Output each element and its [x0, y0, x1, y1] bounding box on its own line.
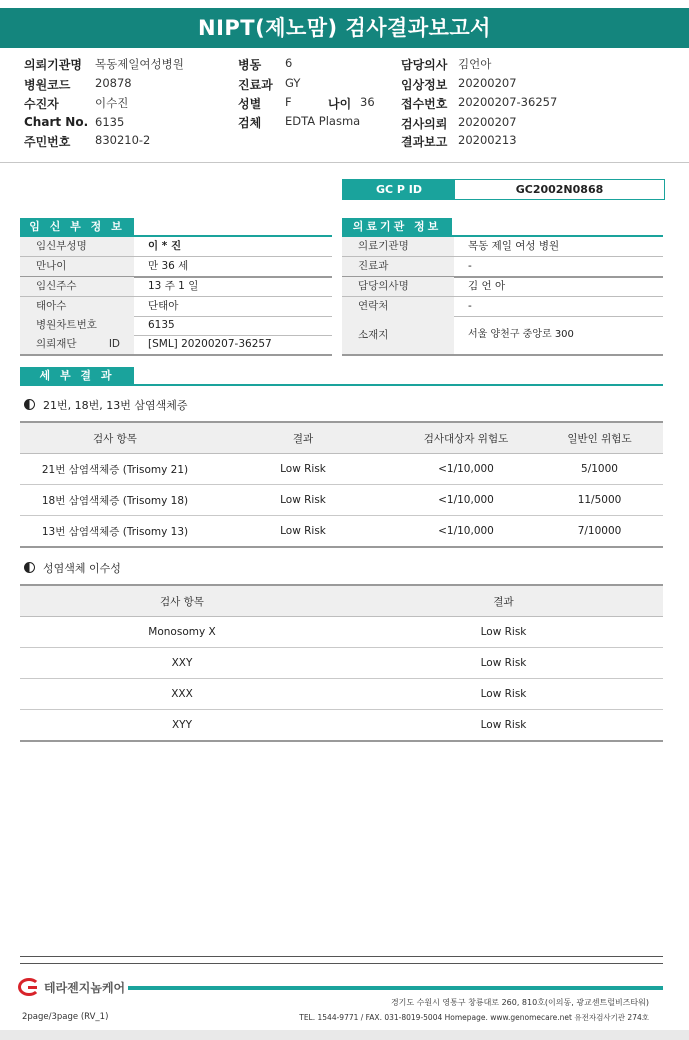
- institution-label-address: 소재지: [342, 316, 454, 354]
- pregnant-row-name: [20, 237, 332, 256]
- header-value-result-report: 20200213: [458, 133, 517, 147]
- cell-test-item: XXY: [20, 648, 344, 679]
- table-row: [20, 617, 663, 648]
- cell-general-risk: 11/5000: [536, 485, 663, 516]
- institution-label-name: 의료기관명: [342, 237, 454, 256]
- header-label-clinical-info: 임상정보: [401, 78, 448, 92]
- footer-contact: TEL. 1544-9771 / FAX. 031-8019-5004 Homepage. www.genomecare.net 유전자검사기관 274호: [299, 1013, 649, 1022]
- cell-result: Low Risk: [344, 648, 663, 679]
- institution-value-name: 목동 제일 여성 병원: [468, 240, 560, 252]
- table-row: [20, 485, 663, 516]
- header-value-clinical-info: 20200207: [458, 76, 517, 90]
- column-header-result: 결과: [210, 422, 396, 454]
- header-divider: [0, 162, 689, 163]
- header-label-receipt-no: 접수번호: [401, 97, 448, 111]
- header-label-patient: 수진자: [24, 97, 59, 111]
- header-label-ward: 병동: [238, 58, 262, 72]
- company-logo: [18, 978, 125, 996]
- pregnant-row-weeks: [20, 277, 332, 296]
- pregnant-value-name: 이 * 진: [148, 240, 182, 252]
- details-heading-line: [20, 384, 663, 386]
- trisomy-table: [20, 421, 663, 548]
- section-sex-chromosome-title: [24, 560, 121, 576]
- cell-test-item: 18번 삼염색체증 (Trisomy 18): [20, 485, 210, 516]
- cell-result: Low Risk: [210, 454, 396, 485]
- header-value-sex: F: [285, 95, 292, 109]
- table-row: [20, 710, 663, 742]
- patient-header: [0, 52, 689, 152]
- institution-value-address: 서울 양천구 중앙로 300: [468, 329, 574, 340]
- pregnant-label-foundation-id: 의뢰재단 ID: [20, 335, 134, 354]
- pregnant-row-foundation-id: [20, 335, 332, 354]
- footer-divider-2: [20, 963, 663, 964]
- cell-subject-risk: <1/10,000: [396, 485, 536, 516]
- cell-test-item: 13번 삼염색체증 (Trisomy 13): [20, 516, 210, 548]
- institution-value-department: -: [468, 260, 472, 272]
- header-value-patient: 이수진: [95, 96, 129, 110]
- column-header-test-item: 검사 항목: [20, 422, 210, 454]
- header-label-sex: 성별: [238, 97, 262, 111]
- header-value-department: GY: [285, 76, 301, 90]
- sex-chromosome-table: [20, 584, 663, 742]
- table-row: [20, 648, 663, 679]
- pregnant-value-chart: 6135: [148, 319, 175, 331]
- institution-row-name: [342, 237, 663, 256]
- pregnant-label-age: 만나이: [20, 257, 134, 276]
- page-number: 2page/3page (RV_1): [22, 1012, 109, 1022]
- header-label-doctor: 담당의사: [401, 58, 448, 72]
- table-row: [20, 516, 663, 548]
- footer-teal-bar: [128, 986, 663, 990]
- table-row: [20, 454, 663, 485]
- pregnant-value-foundation-id: [SML] 20200207-36257: [148, 338, 272, 350]
- column-header-subject-risk: 검사대상자 위험도: [396, 422, 536, 454]
- institution-value-contact: -: [468, 300, 472, 312]
- header-label-result-report: 결과보고: [401, 135, 448, 149]
- institution-label-department: 진료과: [342, 257, 454, 276]
- pregnant-label-chart: 병원차트번호: [20, 316, 134, 335]
- gcpid-label: GC P ID: [343, 180, 455, 199]
- cell-result: Low Risk: [210, 516, 396, 548]
- company-name: 테라젠지놈케어: [44, 981, 126, 995]
- cell-test-item: Monosomy X: [20, 617, 344, 648]
- institution-label-doctor: 담당의사명: [342, 277, 454, 296]
- institution-row-address: [342, 316, 663, 354]
- header-label-specimen: 검체: [238, 116, 262, 130]
- header-value-resident-no: 830210-2: [95, 133, 151, 147]
- header-value-chart-no: 6135: [95, 115, 125, 129]
- header-value-specimen: EDTA Plasma: [285, 114, 361, 128]
- section-trisomy-title-text: 21번, 18번, 13번 삼염색체증: [43, 399, 188, 412]
- header-value-age: 36: [360, 95, 375, 109]
- cell-result: Low Risk: [344, 617, 663, 648]
- pregnant-row-fetus: [20, 297, 332, 316]
- header-label-hospital-code: 병원코드: [24, 78, 71, 92]
- cell-test-item: XXX: [20, 679, 344, 710]
- half-circle-icon: [24, 562, 35, 573]
- gcpid-box: [342, 179, 665, 200]
- report-title: NIPT(제노맘) 검사결과보고서: [0, 8, 689, 48]
- header-label-institution: 의뢰기관명: [24, 58, 82, 72]
- pregnant-value-fetus: 단태아: [148, 300, 179, 312]
- header-label-department: 진료과: [238, 78, 273, 92]
- institution-row-department: [342, 257, 663, 276]
- row-divider: [20, 354, 332, 356]
- genomecare-logo-icon: [18, 978, 40, 996]
- gcpid-value: GC2002N0868: [515, 183, 604, 196]
- header-value-doctor: 김언아: [458, 57, 492, 71]
- institution-info-heading: 의료기관 정보: [342, 218, 452, 236]
- footer-address: 경기도 수원시 영통구 창룡대로 260, 810호(이의동, 광교센트럴비즈타워): [390, 998, 649, 1007]
- cell-subject-risk: <1/10,000: [396, 454, 536, 485]
- header-label-test-request: 검사의뢰: [401, 117, 448, 131]
- section-trisomy-title: [24, 397, 187, 413]
- details-heading: 세 부 결 과: [20, 367, 134, 385]
- institution-row-doctor: [342, 277, 663, 296]
- header-value-receipt-no: 20200207-36257: [458, 95, 558, 109]
- cell-subject-risk: <1/10,000: [396, 516, 536, 548]
- pregnant-value-age: 만 36 세: [148, 260, 189, 272]
- header-value-institution: 목동제일여성병원: [95, 57, 184, 71]
- header-value-ward: 6: [285, 56, 293, 70]
- cell-result: Low Risk: [344, 679, 663, 710]
- cell-test-item: XYY: [20, 710, 344, 742]
- cell-result: Low Risk: [210, 485, 396, 516]
- column-header-result: 결과: [344, 585, 663, 617]
- pregnant-label-fetus: 태아수: [20, 297, 134, 316]
- half-circle-icon: [24, 399, 35, 410]
- header-label-resident-no: 주민번호: [24, 135, 71, 149]
- header-label-chart-no: Chart No.: [24, 115, 89, 129]
- row-divider: [342, 354, 663, 356]
- section-sex-chromosome-title-text: 성염색체 이수성: [43, 562, 121, 575]
- column-header-test-item: 검사 항목: [20, 585, 344, 617]
- header-value-hospital-code: 20878: [95, 76, 132, 90]
- table-header-row: [20, 585, 663, 617]
- header-value-test-request: 20200207: [458, 115, 517, 129]
- column-header-general-risk: 일반인 위험도: [536, 422, 663, 454]
- table-header-row: [20, 422, 663, 454]
- pregnant-label-weeks: 임신주수: [20, 277, 134, 296]
- pregnant-info-heading: 임 신 부 정 보: [20, 218, 134, 236]
- institution-value-doctor: 김 언 아: [468, 280, 506, 292]
- header-label-age: 나이: [328, 97, 352, 111]
- cell-general-risk: 7/10000: [536, 516, 663, 548]
- pregnant-value-weeks: 13 주 1 일: [148, 280, 199, 292]
- footer-divider: [20, 956, 663, 957]
- table-row: [20, 679, 663, 710]
- pregnant-row-age: [20, 257, 332, 276]
- cell-test-item: 21번 삼염색체증 (Trisomy 21): [20, 454, 210, 485]
- institution-label-contact: 연락처: [342, 297, 454, 316]
- pregnant-label-name: 임신부성명: [20, 237, 134, 256]
- cell-general-risk: 5/1000: [536, 454, 663, 485]
- pregnant-row-chart: [20, 316, 332, 335]
- cell-result: Low Risk: [344, 710, 663, 742]
- institution-row-contact: [342, 297, 663, 316]
